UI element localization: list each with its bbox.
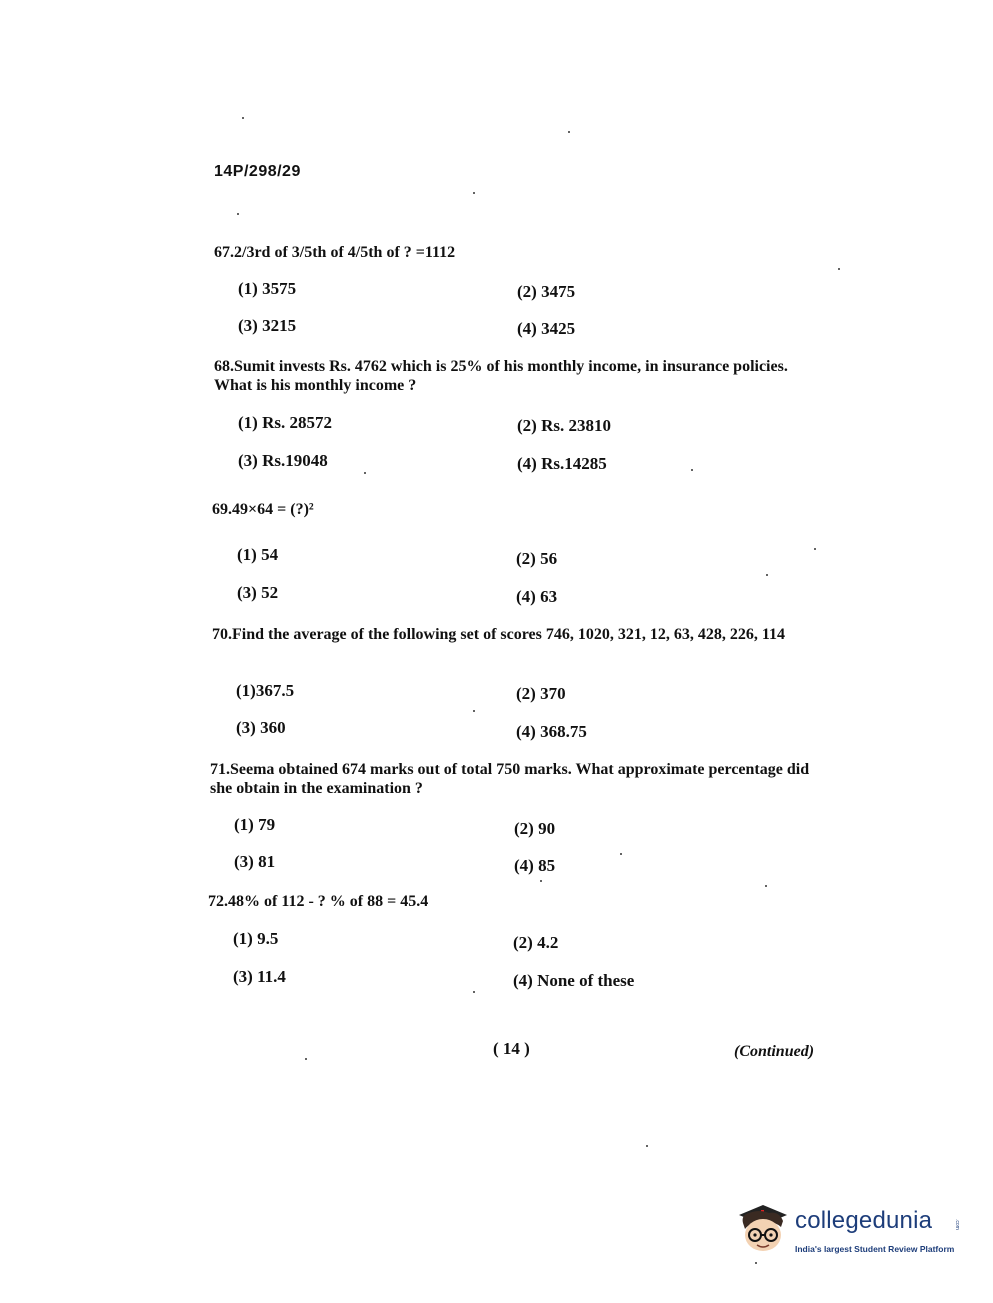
brand-name: collegedunia (795, 1207, 933, 1234)
option-1: (1) 79 (234, 815, 276, 834)
scan-speck (691, 469, 693, 471)
scan-speck (237, 213, 239, 215)
scan-speck (242, 117, 244, 119)
scan-speck (540, 880, 542, 882)
question-number: 67. (214, 244, 234, 261)
option-1: (1) 9.5 (233, 929, 279, 948)
option-3: (3) Rs.19048 (238, 451, 328, 470)
option-2: (2) 56 (516, 549, 558, 568)
scan-speck (838, 268, 840, 270)
scan-speck (620, 853, 622, 855)
question-text: 49×64 = (?)² (232, 501, 314, 518)
scan-speck (364, 472, 366, 474)
option-3: (3) 81 (234, 852, 276, 871)
scan-speck (305, 1058, 307, 1060)
option-3: (3) 11.4 (233, 967, 286, 986)
option-2: (2) 3475 (517, 282, 576, 301)
question-number: 70. (212, 626, 232, 643)
option-4: (4) 63 (516, 587, 558, 606)
option-3: (3) 52 (237, 583, 279, 602)
scan-speck (473, 192, 475, 194)
question-number: 72. (208, 893, 228, 910)
question-text: Sumit invests Rs. 4762 which is 25% of his monthly income, in insurance policies. What is his monthly income ? (214, 358, 788, 394)
question-text: Seema obtained 674 marks out of total 750 marks. What approximate percentage did she obtain in the examination ? (210, 761, 810, 797)
scan-speck (814, 548, 816, 550)
brand-tagline: India's largest Student Review Platform (795, 1244, 955, 1254)
option-1: (1) Rs. 28572 (238, 413, 332, 432)
question-number: 68. (214, 358, 234, 375)
paper-code: 14P/298/29 (214, 163, 301, 180)
option-3: (3) 3215 (238, 316, 297, 335)
scan-speck (568, 131, 570, 133)
question-number: 71. (210, 761, 230, 778)
question-number: 69. (212, 501, 232, 518)
option-1: (1) 54 (237, 545, 279, 564)
scan-speck (473, 710, 475, 712)
option-4: (4) 85 (514, 856, 556, 875)
continued-label: (Continued) (734, 1043, 815, 1060)
brand-logo (735, 1197, 965, 1267)
option-1: (1) 3575 (238, 279, 297, 298)
option-2: (2) Rs. 23810 (517, 416, 611, 435)
scan-speck (646, 1145, 648, 1147)
scan-speck (755, 1262, 757, 1264)
mascot-icon (735, 1197, 793, 1257)
question-text: Find the average of the following set of scores 746, 1020, 321, 12, 63, 428, 226, 114 (232, 626, 785, 643)
option-4: (4) 368.75 (516, 722, 587, 741)
option-4: (4) Rs.14285 (517, 454, 607, 473)
scan-speck (765, 885, 767, 887)
option-2: (2) 4.2 (513, 933, 559, 952)
option-4: (4) 3425 (517, 319, 576, 338)
brand-suffix: .com (954, 1219, 960, 1230)
option-1: (1)367.5 (236, 681, 295, 700)
scan-speck (473, 991, 475, 993)
page-number: ( 14 ) (493, 1039, 530, 1058)
option-3: (3) 360 (236, 718, 286, 737)
option-2: (2) 370 (516, 684, 566, 703)
option-2: (2) 90 (514, 819, 556, 838)
question-text: 48% of 112 - ? % of 88 = 45.4 (228, 893, 429, 910)
option-4: (4) None of these (513, 971, 635, 990)
scan-speck (766, 574, 768, 576)
question-text: 2/3rd of 3/5th of 4/5th of ? =1112 (234, 244, 456, 261)
